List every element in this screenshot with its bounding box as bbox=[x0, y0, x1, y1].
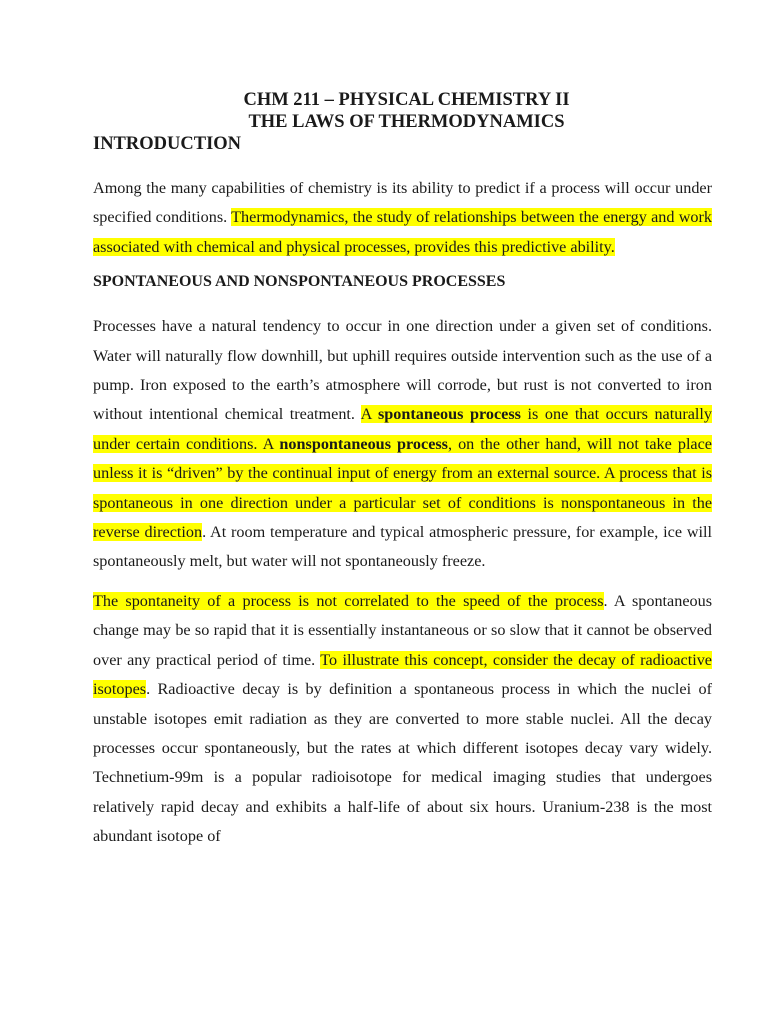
section-heading: SPONTANEOUS AND NONSPONTANEOUS PROCESSES bbox=[93, 273, 506, 291]
intro-sentence-1: Among the many capabilities of chemistry is its ability to predict if a process will occur under specified conditions. bbox=[93, 179, 712, 227]
processes-highlight-b: is one that occurs naturally under certain conditions. A bbox=[93, 405, 712, 453]
spontaneity-highlight-2: To illustrate this concept, consider the decay of radioactive isotopes bbox=[93, 650, 712, 699]
intro-highlight: Thermodynamics, the study of relationships between the energy and work associated with chemical and physical processes, provides this predictive ability. bbox=[93, 208, 712, 256]
spontaneity-highlight-1: The spontaneity of a process is not correlated to the speed of the process bbox=[93, 591, 604, 610]
topic-title: THE LAWS OF THERMODYNAMICS bbox=[248, 112, 565, 132]
paragraph-spontaneity bbox=[93, 587, 712, 852]
processes-highlight-a: A bbox=[360, 405, 378, 424]
spontaneity-text-1: . A spontaneous change may be so rapid that it is essentially instantaneous or so slow that it cannot be observed over any practical period of time. bbox=[93, 591, 712, 669]
processes-text-2: . At room temperature and typical atmospheric pressure, for example, ice will spontaneously melt, but water will not spontaneously freeze. bbox=[93, 523, 713, 571]
paragraph-intro bbox=[93, 174, 712, 262]
term-nonspontaneous-process: nonspontaneous process bbox=[279, 434, 448, 453]
course-title: CHM 211 – PHYSICAL CHEMISTRY II bbox=[243, 90, 570, 110]
term-spontaneous-process: spontaneous process bbox=[377, 405, 521, 424]
intro-heading: INTRODUCTION bbox=[93, 134, 242, 154]
processes-highlight-c: , on the other hand, will not take place unless it is “driven” by the continual input of energy from an external source. A process that is spontaneous in one direction under a particular set of conditions is nonspontaneous in the reverse direction bbox=[93, 434, 712, 542]
document-title bbox=[93, 89, 712, 133]
spontaneity-text-2: . Radioactive decay is by definition a spontaneous process in which the nuclei of unstable isotopes emit radiation as they are converted to more stable nuclei. All the decay processes occur spontaneously, but the rates at which different isotopes decay vary widely. Technetium-99m is a popular radioisotope for medical imaging studies that undergoes relatively rapid decay and exhibits a half-life of about six hours. Uranium-238 is the most abundant isotope of bbox=[93, 680, 712, 846]
processes-text-1: Processes have a natural tendency to occur in one direction under a given set of conditions. Water will naturally flow downhill, but uphill requires outside intervention such as the use of a pump. Iron exposed to the earth’s atmosphere will corrode, but rust is not converted to iron without intentional chemical treatment. bbox=[93, 317, 712, 424]
paragraph-processes bbox=[93, 312, 712, 577]
